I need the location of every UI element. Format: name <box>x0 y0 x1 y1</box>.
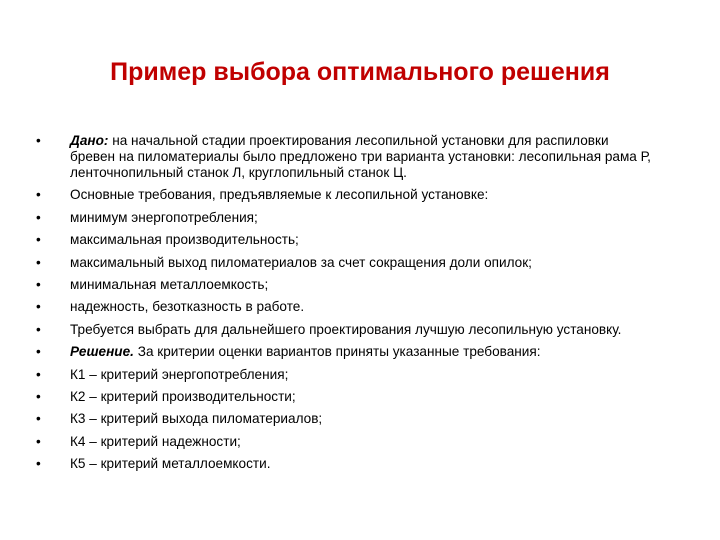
bullet-marker: • <box>36 366 41 382</box>
bullet-marker: • <box>36 344 41 360</box>
list-item-text: К1 – критерий энергопотребления; <box>70 366 289 382</box>
bullet-marker: • <box>36 433 41 449</box>
bullet-marker: • <box>36 299 41 315</box>
bullet-marker: • <box>36 187 41 203</box>
given-label: Дано: <box>70 133 109 148</box>
slide-title: Пример выбора оптимального решения <box>110 58 610 86</box>
list-item-text: Требуется выбрать для дальнейшего проектирования лучшую лесопильную установку. <box>70 321 622 337</box>
list-item-criterion-k2 <box>36 389 656 405</box>
list-item-requirement-productivity <box>36 232 656 248</box>
list-item-criterion-k3 <box>36 411 656 427</box>
list-item-requirement-reliability <box>36 299 656 315</box>
list-item-text: минимальная металлоемкость; <box>70 276 269 292</box>
bullet-marker: • <box>36 254 41 270</box>
list-item-text: максимальный выход пиломатериалов за счет сокращения доли опилок; <box>70 254 532 270</box>
solution-text: За критерии оценки вариантов приняты указанные требования: <box>133 344 541 360</box>
bullet-marker: • <box>36 232 41 248</box>
list-item-text: надежность, безотказность в работе. <box>70 299 305 315</box>
list-item-solution <box>36 344 656 360</box>
list-item-text: К2 – критерий производительности; <box>70 388 296 404</box>
list-item-text: минимум энергопотребления; <box>70 209 258 225</box>
bullet-marker: • <box>36 411 41 427</box>
list-item-criterion-k4 <box>36 434 656 450</box>
bullet-list <box>36 133 656 478</box>
list-item-task <box>36 322 656 338</box>
list-item-text: максимальная производительность; <box>70 232 299 248</box>
list-item-text: К4 – критерий надежности; <box>70 433 241 449</box>
list-item-text: К3 – критерий выхода пиломатериалов; <box>70 411 323 427</box>
bullet-marker: • <box>36 456 41 472</box>
solution-label: Решение. <box>70 344 134 360</box>
list-item-requirements <box>36 187 656 203</box>
list-item-text: Основные требования, предъявляемые к лесопильной установке: <box>70 187 489 203</box>
given-text: на начальной стадии проектирования лесопильной установки для распиловки бревен на пиломатериалы было предложено три варианта установки: лесопильная рама Р, ленточнопильный станок Л, круглопильный станок Ц. <box>70 133 651 180</box>
bullet-marker: • <box>36 133 41 148</box>
list-item-criterion-k5 <box>36 456 656 472</box>
bullet-marker: • <box>36 276 41 292</box>
bullet-marker: • <box>36 388 41 404</box>
list-item-given <box>36 133 656 181</box>
bullet-marker: • <box>36 209 41 225</box>
list-item-requirement-yield <box>36 255 656 271</box>
bullet-marker: • <box>36 321 41 337</box>
list-item-requirement-metal <box>36 277 656 293</box>
list-item-text: К5 – критерий металлоемкости. <box>70 456 271 472</box>
list-item-criterion-k1 <box>36 367 656 383</box>
list-item-requirement-energy <box>36 210 656 226</box>
